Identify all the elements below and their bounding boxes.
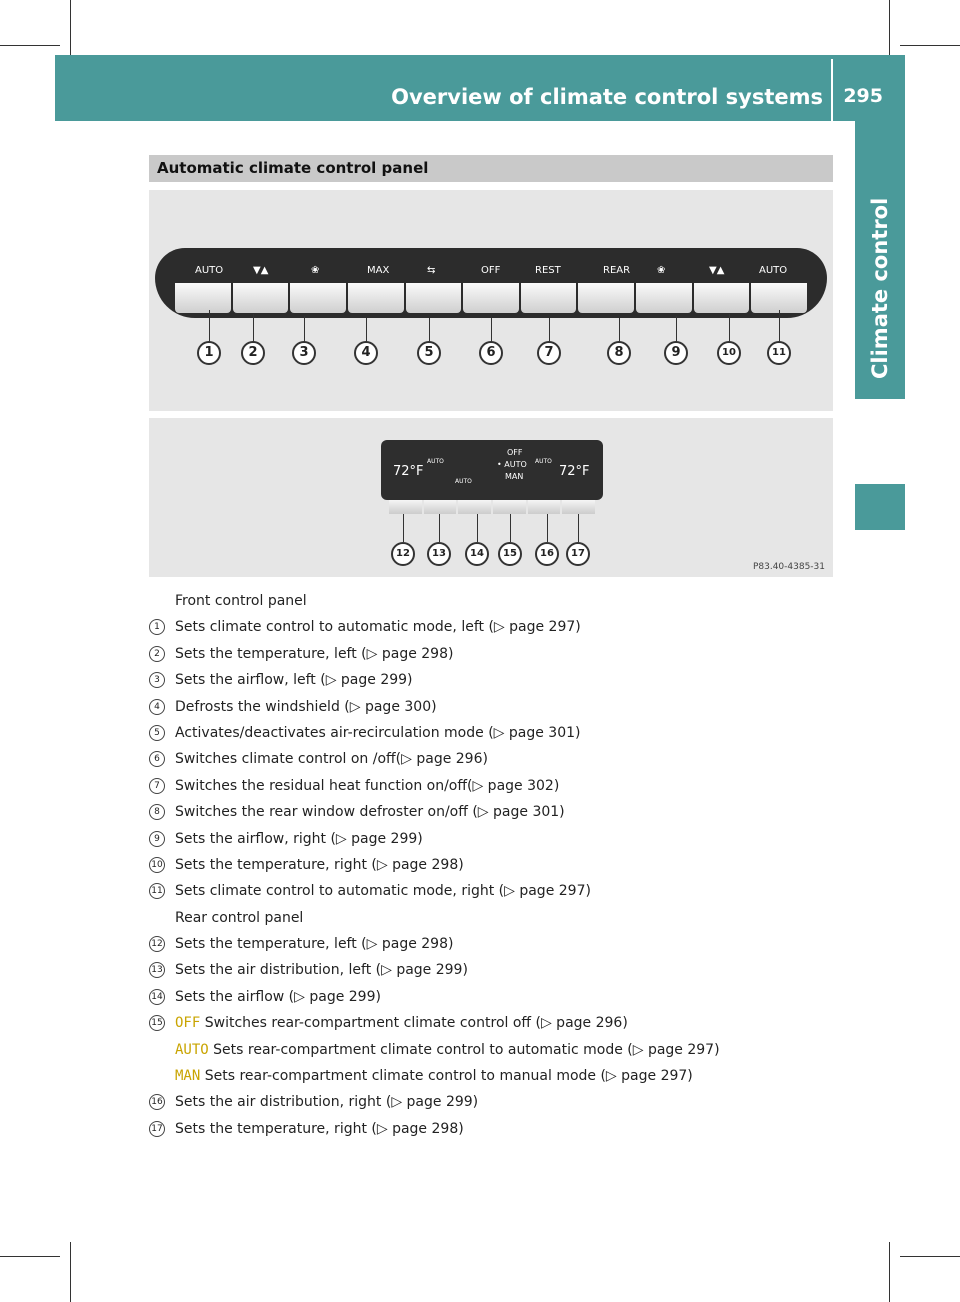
- rear-auto-center: AUTO: [455, 478, 472, 485]
- crop-mark: [900, 45, 960, 46]
- rear-legend-list-end: [149, 1089, 829, 1142]
- crop-mark: [0, 45, 60, 46]
- key: [424, 500, 457, 514]
- rear-auto-left: AUTO: [427, 458, 444, 465]
- front-legend-list: [149, 614, 829, 904]
- callout-line: [578, 514, 579, 542]
- front-label: ▼▲: [253, 265, 269, 276]
- fan-icon: ❀: [657, 265, 666, 276]
- item-text: Sets the airflow, right (▷ page 299): [175, 830, 423, 847]
- front-label: AUTO: [195, 265, 224, 276]
- page-header: [55, 55, 905, 121]
- key: [578, 283, 634, 313]
- callout-line: [547, 514, 548, 542]
- list-item: [149, 773, 829, 799]
- page-title: Overview of climate control systems: [391, 85, 823, 109]
- rear-man: MAN: [505, 472, 524, 481]
- item-number: 9: [149, 831, 165, 847]
- front-label: REAR: [603, 265, 631, 276]
- rear-left-temp: 72°F: [393, 464, 424, 479]
- side-tab-label: Climate control: [868, 197, 892, 379]
- front-label: REST: [535, 265, 561, 276]
- callout-line: [491, 318, 492, 342]
- item-number: 16: [149, 1094, 165, 1110]
- callout-line: [429, 318, 430, 342]
- image-code: P83.40-4385-31: [752, 562, 825, 572]
- callout-11: 11: [767, 341, 791, 365]
- front-control-panel: [155, 248, 827, 318]
- crop-mark: [70, 1242, 71, 1302]
- list-item: [149, 720, 829, 746]
- callout-line: [549, 318, 550, 342]
- callout-line: [729, 314, 730, 342]
- key: [493, 500, 526, 514]
- key: [290, 283, 346, 313]
- key: [636, 283, 692, 313]
- callout-line: [209, 310, 210, 342]
- list-item: [149, 1063, 829, 1089]
- rear-panel-illustration: [149, 418, 833, 577]
- item-number: 14: [149, 989, 165, 1005]
- side-marker: [855, 484, 905, 530]
- list-item: [149, 667, 829, 693]
- callout-line: [439, 514, 440, 542]
- key: [694, 283, 750, 313]
- fan-icon: ❀: [311, 265, 320, 276]
- callout-line: [510, 514, 511, 542]
- key: [562, 500, 595, 514]
- item-text: MAN Sets rear-compartment climate control to manual mode (▷ page 297): [175, 1068, 693, 1085]
- crop-mark: [889, 1242, 890, 1302]
- callout-line: [403, 514, 404, 542]
- key: [406, 283, 462, 313]
- front-label: MAX: [367, 265, 390, 276]
- item-number: 1: [149, 619, 165, 635]
- rear-right-temp: 72°F: [559, 464, 590, 479]
- callout-4: 4: [354, 341, 378, 365]
- key: [175, 283, 231, 313]
- list-item: [149, 694, 829, 720]
- item-number: 12: [149, 936, 165, 952]
- list-item: [149, 799, 829, 825]
- item-number: 10: [149, 857, 165, 873]
- callout-9: 9: [664, 341, 688, 365]
- callout-14: 14: [465, 542, 489, 566]
- key: [389, 500, 422, 514]
- list-item: [149, 614, 829, 640]
- callout-3: 3: [292, 341, 316, 365]
- front-panel-illustration: [149, 190, 833, 411]
- item-text: Sets the air distribution, right (▷ page 299): [175, 1094, 479, 1111]
- item-text: Defrosts the windshield (▷ page 300): [175, 698, 437, 715]
- callout-15: 15: [498, 542, 522, 566]
- callout-10: 10: [717, 341, 741, 365]
- item-number: 17: [149, 1121, 165, 1137]
- list-item: [149, 1116, 829, 1142]
- item-text: Activates/deactivates air-recirculation mode (▷ page 301): [175, 724, 581, 741]
- item-number: 5: [149, 725, 165, 741]
- item-text: Sets the temperature, left (▷ page 298): [175, 645, 454, 662]
- key: [751, 283, 807, 313]
- rear-control-panel: [381, 440, 603, 500]
- rear-auto: • AUTO: [497, 460, 527, 469]
- crop-mark: [889, 0, 890, 60]
- key: [521, 283, 577, 313]
- callout-8: 8: [607, 341, 631, 365]
- list-item: [149, 852, 829, 878]
- callout-1: 1: [197, 341, 221, 365]
- item-text: Switches the rear window defroster on/off (▷ page 301): [175, 804, 565, 821]
- item-number: 8: [149, 804, 165, 820]
- front-label: OFF: [481, 265, 501, 276]
- item-number: 7: [149, 778, 165, 794]
- key: [458, 500, 491, 514]
- header-divider: [831, 59, 833, 121]
- callout-16: 16: [535, 542, 559, 566]
- crop-mark: [70, 0, 71, 60]
- list-item: [149, 1010, 829, 1036]
- recirculation-icon: ⇆: [427, 265, 436, 276]
- legend: [149, 588, 829, 1142]
- item-number: 15: [149, 1015, 165, 1031]
- rear-off: OFF: [507, 448, 523, 457]
- rear-auto-right: AUTO: [535, 458, 552, 465]
- page-number: 295: [843, 85, 883, 107]
- callout-line: [253, 314, 254, 342]
- item-number: 13: [149, 962, 165, 978]
- callout-17: 17: [566, 542, 590, 566]
- list-item: [149, 931, 829, 957]
- item-number: 11: [149, 883, 165, 899]
- item-text: Sets the temperature, right (▷ page 298): [175, 1120, 464, 1137]
- key: [528, 500, 561, 514]
- item-number: 3: [149, 672, 165, 688]
- legend-heading: Rear control panel: [175, 909, 304, 926]
- callout-5: 5: [417, 341, 441, 365]
- key: [463, 283, 519, 313]
- side-tab: [855, 121, 905, 399]
- item-text: Sets the temperature, left (▷ page 298): [175, 936, 454, 953]
- item-number: 4: [149, 699, 165, 715]
- list-item: [149, 1089, 829, 1115]
- item-text: Switches the residual heat function on/off(▷ page 302): [175, 777, 560, 794]
- callout-12: 12: [391, 542, 415, 566]
- key: [348, 283, 404, 313]
- rear-keys: [389, 500, 595, 514]
- item-text: OFF Switches rear-compartment climate control off (▷ page 296): [175, 1015, 628, 1032]
- key: [233, 283, 289, 313]
- callout-line: [619, 318, 620, 342]
- list-item: [149, 641, 829, 667]
- callout-13: 13: [427, 542, 451, 566]
- callout-2: 2: [241, 341, 265, 365]
- item-text: Sets climate control to automatic mode, right (▷ page 297): [175, 883, 591, 900]
- section-title: Automatic climate control panel: [149, 155, 833, 182]
- list-item: [149, 746, 829, 772]
- front-label: AUTO: [759, 265, 788, 276]
- item-text: AUTO Sets rear-compartment climate control to automatic mode (▷ page 297): [175, 1041, 720, 1058]
- front-keys: [175, 283, 807, 313]
- item-number: 6: [149, 751, 165, 767]
- callout-line: [366, 318, 367, 342]
- rear-legend-list: [149, 931, 829, 1010]
- list-item: [149, 957, 829, 983]
- callout-line: [779, 310, 780, 342]
- key-label: MAN: [175, 1068, 201, 1085]
- list-item: [149, 1037, 829, 1063]
- item-number: 2: [149, 646, 165, 662]
- key-label: AUTO: [175, 1041, 209, 1058]
- item-text: Sets the airflow, left (▷ page 299): [175, 672, 413, 689]
- callout-7: 7: [537, 341, 561, 365]
- item-text: Switches climate control on /off(▷ page 296): [175, 751, 488, 768]
- item-text: Sets the air distribution, left (▷ page 299): [175, 962, 468, 979]
- item-text: Sets the temperature, right (▷ page 298): [175, 856, 464, 873]
- front-label: ▼▲: [709, 265, 725, 276]
- crop-mark: [900, 1256, 960, 1257]
- item-text: Sets the airflow (▷ page 299): [175, 988, 381, 1005]
- list-item: [149, 826, 829, 852]
- callout-6: 6: [479, 341, 503, 365]
- list-item: [149, 878, 829, 904]
- item-text: Sets climate control to automatic mode, left (▷ page 297): [175, 619, 581, 636]
- crop-mark: [0, 1256, 60, 1257]
- key-label: OFF: [175, 1015, 201, 1032]
- callout-line: [304, 316, 305, 342]
- list-item: [149, 984, 829, 1010]
- callout-line: [477, 514, 478, 542]
- callout-line: [676, 316, 677, 342]
- legend-heading: Front control panel: [175, 593, 307, 609]
